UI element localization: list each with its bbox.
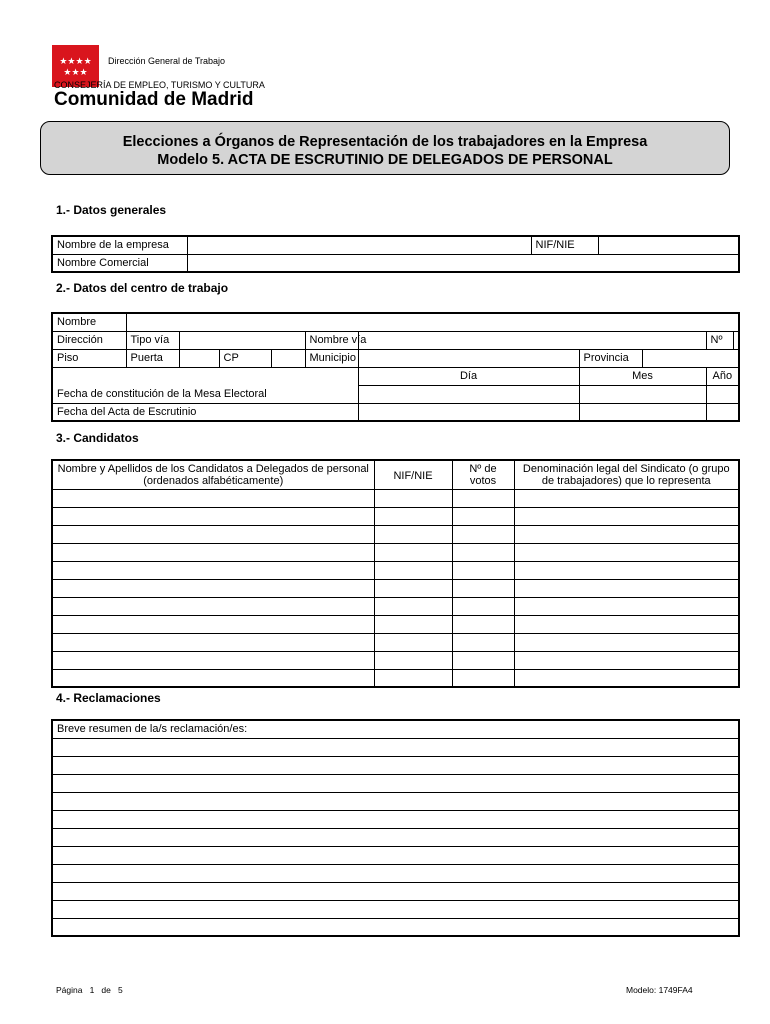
candidato-nif-cell[interactable] <box>374 633 452 651</box>
comunidad-title: Comunidad de Madrid <box>54 89 254 110</box>
candidato-votos-cell[interactable] <box>452 669 514 687</box>
candidato-nif-cell[interactable] <box>374 525 452 543</box>
field-acta-dia[interactable] <box>358 403 579 421</box>
label-piso: Piso <box>52 349 126 367</box>
modelo-code: Modelo: 1749FA4 <box>626 985 693 995</box>
candidato-votos-cell[interactable] <box>452 597 514 615</box>
header-mes: Mes <box>579 367 706 385</box>
candidato-nif-cell[interactable] <box>374 543 452 561</box>
label-nombre-comercial: Nombre Comercial <box>52 254 187 272</box>
candidato-votos-cell[interactable] <box>452 543 514 561</box>
candidato-nombre-cell[interactable] <box>52 561 374 579</box>
field-acta-ano[interactable] <box>706 403 739 421</box>
page-number: 1 <box>89 985 95 995</box>
candidato-sindicato-cell[interactable] <box>514 543 739 561</box>
col-votos: Nº de votos <box>452 460 514 489</box>
section4-heading: 4.- Reclamaciones <box>56 691 161 705</box>
label-nombre-via: Nombre vía <box>305 331 358 349</box>
candidato-nombre-cell[interactable] <box>52 669 374 687</box>
field-tipo-via[interactable] <box>179 331 305 349</box>
candidato-votos-cell[interactable] <box>452 651 514 669</box>
label-nif-nie: NIF/NIE <box>531 236 598 254</box>
candidato-sindicato-cell[interactable] <box>514 651 739 669</box>
reclamacion-line[interactable] <box>52 828 739 846</box>
reclamacion-line[interactable] <box>52 810 739 828</box>
candidato-sindicato-cell[interactable] <box>514 579 739 597</box>
field-cp[interactable] <box>271 349 305 367</box>
label-cp: CP <box>219 349 271 367</box>
reclamaciones-table <box>51 719 740 937</box>
label-numero: Nº <box>706 331 733 349</box>
header-dia: Día <box>358 367 579 385</box>
col-nif-nie: NIF/NIE <box>374 460 452 489</box>
candidato-nombre-cell[interactable] <box>52 525 374 543</box>
candidato-sindicato-cell[interactable] <box>514 489 739 507</box>
pagina-label: Página <box>56 985 83 995</box>
field-acta-mes[interactable] <box>579 403 706 421</box>
candidato-sindicato-cell[interactable] <box>514 633 739 651</box>
page-indicator <box>56 985 123 995</box>
logo-stars-top: ★★★★ <box>59 56 92 66</box>
candidato-nif-cell[interactable] <box>374 597 452 615</box>
label-nombre-empresa: Nombre de la empresa <box>52 236 187 254</box>
reclamacion-line[interactable] <box>52 792 739 810</box>
label-tipo-via: Tipo vía <box>126 331 179 349</box>
label-fecha-constitucion: Fecha de constitución de la Mesa Electoral <box>52 385 358 403</box>
candidato-nif-cell[interactable] <box>374 669 452 687</box>
field-constitucion-mes[interactable] <box>579 385 706 403</box>
candidato-nombre-cell[interactable] <box>52 597 374 615</box>
reclamacion-line[interactable] <box>52 756 739 774</box>
candidato-sindicato-cell[interactable] <box>514 669 739 687</box>
candidato-sindicato-cell[interactable] <box>514 561 739 579</box>
section3-heading: 3.- Candidatos <box>56 431 139 445</box>
field-provincia[interactable] <box>642 349 739 367</box>
col-sindicato: Denominación legal del Sindicato (o grupo de trabajadores) que lo representa <box>514 460 739 489</box>
field-constitucion-ano[interactable] <box>706 385 739 403</box>
candidato-nif-cell[interactable] <box>374 651 452 669</box>
section1-heading: 1.- Datos generales <box>56 203 167 217</box>
page-total: 5 <box>117 985 123 995</box>
datos-generales-table <box>51 235 740 273</box>
field-nombre-empresa[interactable] <box>187 236 531 254</box>
candidato-sindicato-cell[interactable] <box>514 615 739 633</box>
candidato-sindicato-cell[interactable] <box>514 507 739 525</box>
label-puerta: Puerta <box>126 349 179 367</box>
label-municipio: Municipio <box>305 349 358 367</box>
candidato-nombre-cell[interactable] <box>52 543 374 561</box>
form-title-line1: Elecciones a Órganos de Representación de los trabajadores en la Empresa <box>122 134 648 150</box>
candidato-nif-cell[interactable] <box>374 579 452 597</box>
candidato-votos-cell[interactable] <box>452 633 514 651</box>
label-provincia: Provincia <box>579 349 642 367</box>
candidato-nombre-cell[interactable] <box>52 507 374 525</box>
candidato-votos-cell[interactable] <box>452 579 514 597</box>
candidato-votos-cell[interactable] <box>452 525 514 543</box>
candidato-sindicato-cell[interactable] <box>514 525 739 543</box>
form-title-box <box>40 121 730 175</box>
field-nombre[interactable] <box>126 313 739 331</box>
candidato-nif-cell[interactable] <box>374 561 452 579</box>
candidato-votos-cell[interactable] <box>452 615 514 633</box>
label-nombre: Nombre <box>52 313 126 331</box>
candidato-nif-cell[interactable] <box>374 489 452 507</box>
candidato-nombre-cell[interactable] <box>52 615 374 633</box>
candidato-votos-cell[interactable] <box>452 489 514 507</box>
centro-trabajo-table <box>51 312 740 422</box>
field-nif-nie[interactable] <box>598 236 739 254</box>
candidato-nombre-cell[interactable] <box>52 651 374 669</box>
field-nombre-comercial[interactable] <box>187 254 739 272</box>
field-constitucion-dia[interactable] <box>358 385 579 403</box>
form-title-line2: Modelo 5. ACTA DE ESCRUTINIO DE DELEGADOS DE PERSONAL <box>157 152 613 168</box>
field-puerta[interactable] <box>179 349 219 367</box>
candidato-nif-cell[interactable] <box>374 507 452 525</box>
header-ano: Año <box>706 367 739 385</box>
label-direccion: Dirección <box>52 331 126 349</box>
reclamacion-line[interactable] <box>52 846 739 864</box>
consejeria: CONSEJERÍA DE EMPLEO, TURISMO Y CULTURA <box>54 80 265 90</box>
reclamacion-line[interactable] <box>52 774 739 792</box>
fecha-spacer <box>52 367 358 385</box>
label-fecha-acta: Fecha del Acta de Escrutinio <box>52 403 358 421</box>
reclamacion-line[interactable] <box>52 918 739 936</box>
candidato-nif-cell[interactable] <box>374 615 452 633</box>
candidato-votos-cell[interactable] <box>452 507 514 525</box>
section2-heading: 2.- Datos del centro de trabajo <box>56 281 229 295</box>
de-label: de <box>101 985 111 995</box>
field-municipio[interactable] <box>358 349 579 367</box>
label-resumen-reclamaciones: Breve resumen de la/s reclamación/es: <box>52 720 739 738</box>
reclamacion-line[interactable] <box>52 738 739 756</box>
candidato-nombre-cell[interactable] <box>52 579 374 597</box>
candidato-sindicato-cell[interactable] <box>514 597 739 615</box>
col-nombre-candidatos: Nombre y Apellidos de los Candidatos a Delegados de personal (ordenados alfabéticamente) <box>52 460 374 489</box>
reclamacion-line[interactable] <box>52 864 739 882</box>
field-nombre-via[interactable] <box>358 331 706 349</box>
reclamacion-line[interactable] <box>52 900 739 918</box>
candidato-nombre-cell[interactable] <box>52 489 374 507</box>
field-numero[interactable] <box>733 331 739 349</box>
candidatos-table <box>51 459 740 688</box>
direccion-general: Dirección General de Trabajo <box>108 56 226 66</box>
reclamacion-line[interactable] <box>52 882 739 900</box>
candidato-votos-cell[interactable] <box>452 561 514 579</box>
logo-stars-bottom: ★★★ <box>63 67 88 77</box>
candidato-nombre-cell[interactable] <box>52 633 374 651</box>
